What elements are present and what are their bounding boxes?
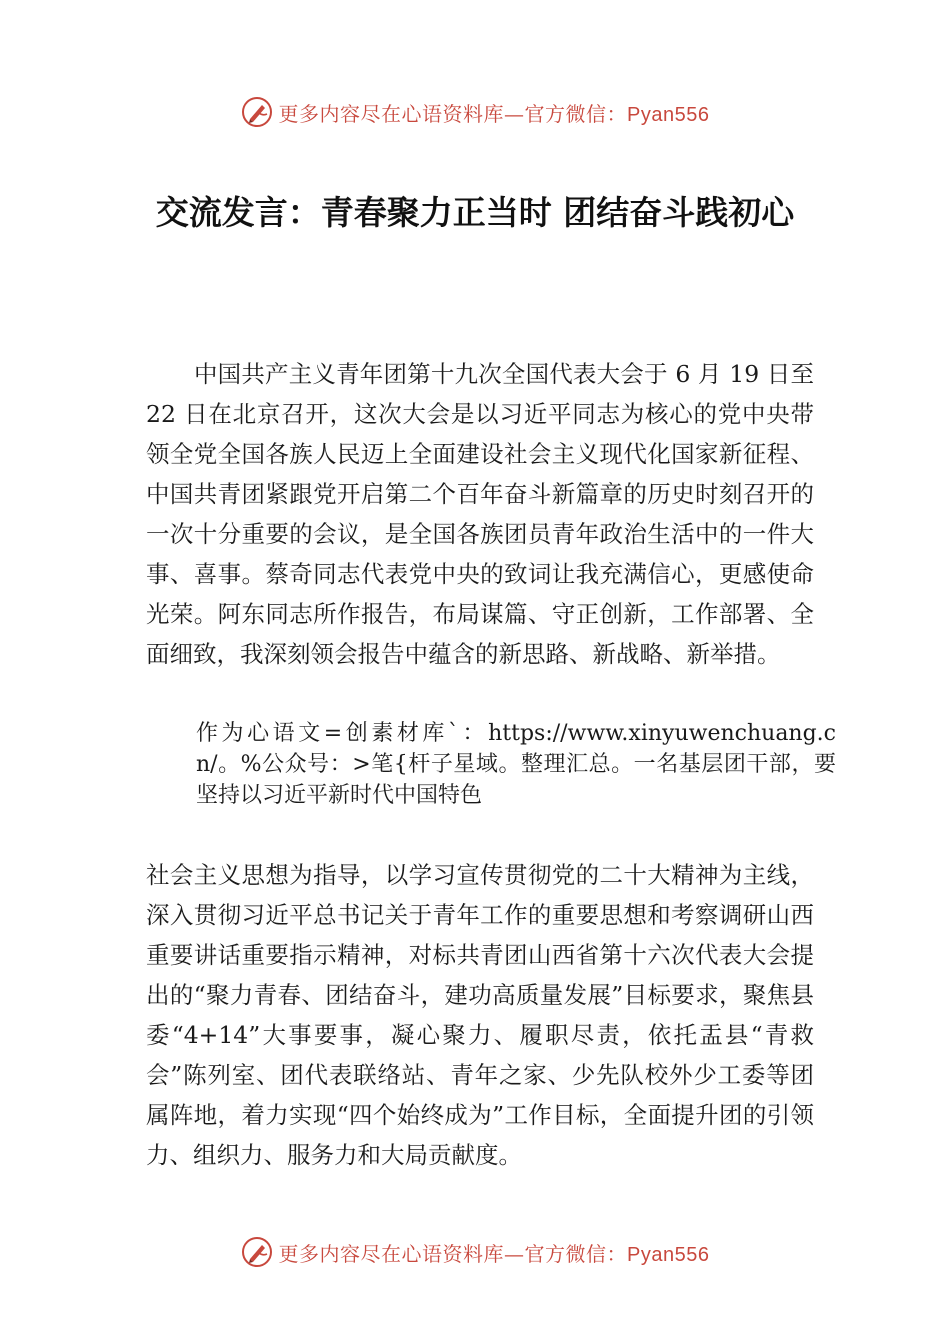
banner-wechat-id: Pyan556 [627,103,710,126]
document-title: 交流发言：青春聚力正当时 团结奋斗践初心 [155,193,795,232]
footer-banner [0,1232,950,1272]
pen-writing-icon [241,96,273,128]
paragraph-1: 中国共产主义青年团第十九次全国代表大会于 6 月 19 日至 22 日在北京召开，这次大会是以习近平同志为核心的党中央带领全党全国各族人民迈上全面建设社会主义现代化国家新征程、中国共青团紧跟党开启第二个百年奋斗新篇章的历史时刻召开的一次十分重要的会议，是全国各族团员青年政治生活中的一件大事、喜事。蔡奇同志代表党中央的致词让我充满信心，更感使命光荣。阿东同志所作报告，布局谋篇、守正创新，工作部署、全面细致，我深刻领会报告中蕴含的新思路、新战略、新举措。 [146,360,814,668]
banner-text: 更多内容尽在心语资料库—官方微信：Pyan556 [278,101,710,126]
banner-wechat-id: Pyan556 [627,1243,710,1266]
pen-writing-icon [241,1236,273,1268]
paragraph-3: 社会主义思想为指导，以学习宣传贯彻党的二十大精神为主线，深入贯彻习近平总书记关于青年工作的重要思想和考察调研山西重要讲话重要指示精神，对标共青团山西省第十六次代表大会提出的“聚力青春、团结奋斗，建功高质量发展”目标要求，聚焦县委“4+14”大事要事，凝心聚力、履职尽责，依托盂县“青救会”陈列室、团代表联络站、青年之家、少先队校外少工委等团属阵地，着力实现“四个始终成为”工作目标，全面提升团的引领力、组织力、服务力和大局贡献度。 [146,861,814,1169]
paragraph-2: 作为心语文=创素材库`：https://www.xinyuwenchuang.cn/。%公众号：>笔{杆子星域。整理汇总。一名基层团干部，要坚持以习近平新时代中国特色 [196,721,836,808]
banner-text: 更多内容尽在心语资料库—官方微信：Pyan556 [278,1241,710,1266]
header-banner [0,92,950,132]
